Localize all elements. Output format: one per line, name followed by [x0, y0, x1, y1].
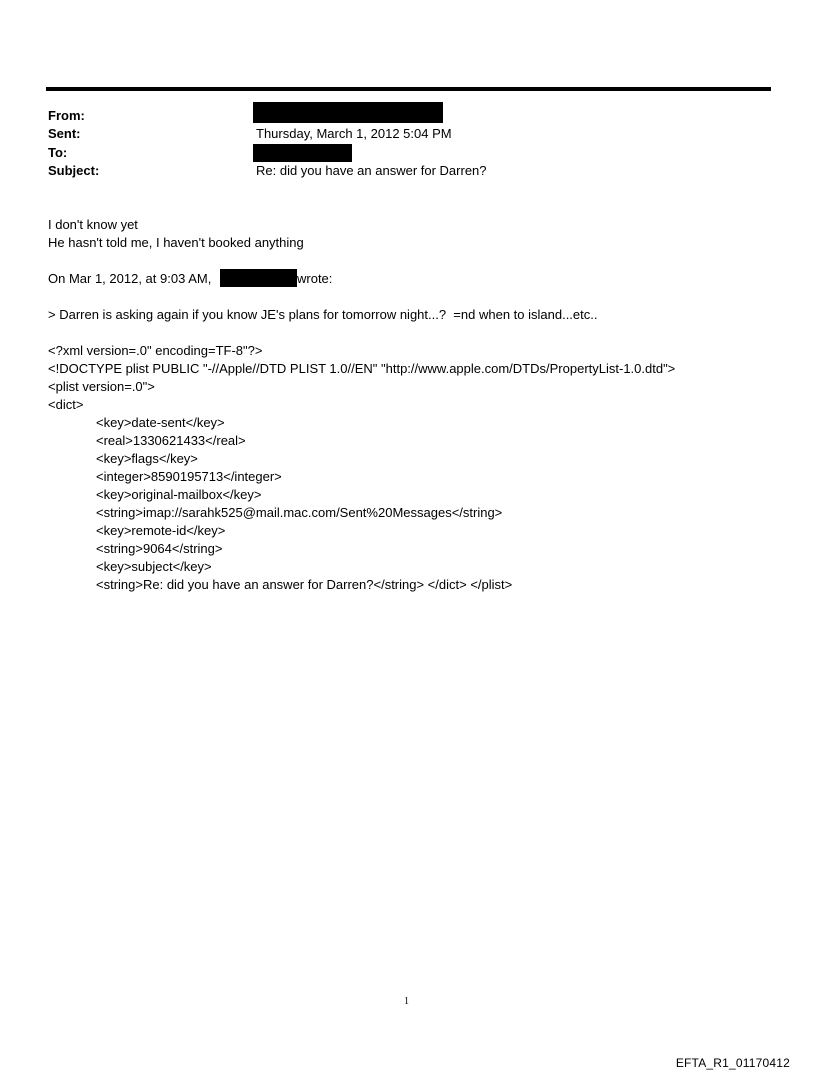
header-rule [46, 87, 771, 91]
plist-entry: <string>9064</string> [96, 541, 223, 556]
plist-entry: <real>1330621433</real> [96, 433, 246, 448]
sent-label: Sent: [48, 126, 81, 141]
sent-value: Thursday, March 1, 2012 5:04 PM [256, 126, 452, 141]
quote-intro-suffix: wrote: [297, 271, 333, 286]
plist-entry: <key>subject</key> [96, 559, 212, 574]
subject-value: Re: did you have an answer for Darren? [256, 163, 487, 178]
plist-entry: <key>flags</key> [96, 451, 198, 466]
redacted-to [253, 144, 352, 162]
from-label: From: [48, 108, 85, 123]
body-line-2: He hasn't told me, I haven't booked anything [48, 235, 304, 250]
plist-open: <plist version=.0"> [48, 379, 155, 394]
dict-open: <dict> [48, 397, 84, 412]
plist-entry: <string>Re: did you have an answer for Darren?</string> </dict> </plist> [96, 577, 513, 592]
quote-intro-prefix: On Mar 1, 2012, at 9:03 AM, [48, 271, 212, 286]
doctype-line: <!DOCTYPE plist PUBLIC "-//Apple//DTD PLIST 1.0//EN" "http://www.apple.com/DTDs/PropertyList-1.0.dtd"> [48, 361, 676, 376]
subject-label: Subject: [48, 163, 100, 178]
plist-entry: <integer>8590195713</integer> [96, 469, 282, 484]
body-line-1: I don't know yet [48, 217, 138, 232]
page-number: 1 [404, 996, 409, 1007]
plist-entry: <key>original-mailbox</key> [96, 487, 262, 502]
xml-declaration: <?xml version=.0" encoding=TF-8"?> [48, 343, 263, 358]
document-id: EFTA_R1_01170412 [675, 1056, 790, 1070]
redacted-from [253, 102, 443, 123]
plist-entry: <key>remote-id</key> [96, 523, 226, 538]
plist-entry: <string>imap://sarahk525@mail.mac.com/Sent%20Messages</string> [96, 505, 503, 520]
plist-entry: <key>date-sent</key> [96, 415, 225, 430]
quoted-text: > Darren is asking again if you know JE's plans for tomorrow night...? =nd when to island...etc.. [48, 307, 598, 322]
to-label: To: [48, 145, 68, 160]
redacted-sender [220, 269, 297, 287]
